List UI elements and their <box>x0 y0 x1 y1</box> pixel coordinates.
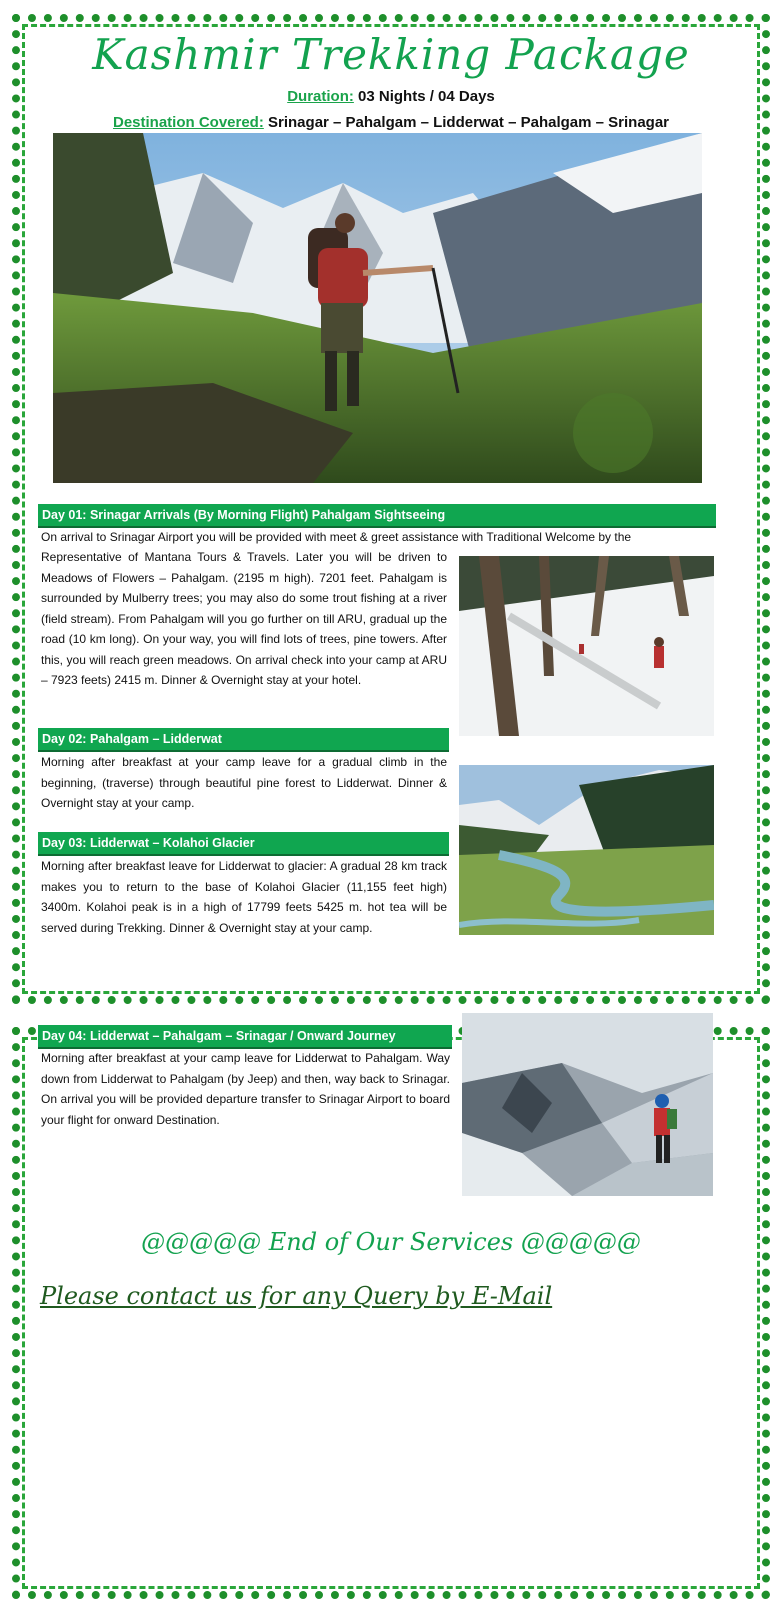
day-02-text: Morning after breakfast at your camp leave for a gradual climb in the beginning, (traverse) through beautiful pine forest to Lidderwat. Dinner & Overnight stay at your camp. <box>41 755 447 810</box>
end-of-services-text: @@@@@ End of Our Services @@@@@ <box>141 1228 641 1256</box>
day-03-text: Morning after breakfast leave for Lidderwat to glacier: A gradual 28 km track makes you to return to the base of Kolahoi Glacier (11,155 feet high) 3400m. Kolahoi peak is in a high of 17799 feets 5425 m. hot tea will be served during Trekking. Dinner & Overnight stay at your camp. <box>41 859 447 935</box>
day-01-text-top: On arrival to Srinagar Airport you will be provided with meet & greet assistance with Traditional Welcome by the <box>41 530 632 544</box>
day-01-text: Representative of Mantana Tours & Travels. Later you will be driven to Meadows of Flowers – Pahalgam. (2195 m high). 7201 feet. Pahalgam is surrounded by Mulberry trees; you may also do some trout fishing at a river (field stream). From Pahalgam will you go further on till ARU, gradual up the road (10 km long). On your way, you will find lots of trees, pine towers. After this, you will reach green meadows. On arrival check into your camp at ARU – 7923 feets) 2415 m. Dinner & Overnight stay at your hotel. <box>41 550 447 687</box>
destination-value: Srinagar – Pahalgam – Lidderwat – Pahalgam – Srinagar <box>263 114 669 131</box>
day-02-header: Day 02: Pahalgam – Lidderwat <box>38 728 449 752</box>
day-03-header: Day 03: Lidderwat – Kolahoi Glacier <box>38 832 449 856</box>
day-04-header: Day 04: Lidderwat – Pahalgam – Srinagar / Onward Journey <box>38 1025 452 1049</box>
day-04-text: Morning after breakfast at your camp leave for Lidderwat to Pahalgam. Way down from Lidderwat to Pahalgam (by Jeep) and then, way back to Srinagar. On arrival you will be provided departure transfer to Srinagar Airport to board your flight for onward Destination. <box>41 1051 450 1127</box>
destination-label: Destination Covered: <box>112 114 264 131</box>
destination-line <box>0 114 782 131</box>
page-title: Kashmir Trekking Package <box>92 30 690 79</box>
snowy-forest-trail-image <box>459 556 714 736</box>
hero-trekker-image <box>53 133 702 483</box>
duration-label: Duration: <box>287 88 354 105</box>
day-01-header: Day 01: Srinagar Arrivals (By Morning Flight) Pahalgam Sightseeing <box>38 504 716 528</box>
lidder-valley-river-image <box>459 765 714 935</box>
duration-line <box>0 88 782 105</box>
contact-query-link[interactable]: Please contact us for any Query by E-Mail <box>40 1282 553 1310</box>
duration-value: 03 Nights / 04 Days <box>353 88 495 105</box>
glacier-climber-image <box>462 1013 713 1196</box>
